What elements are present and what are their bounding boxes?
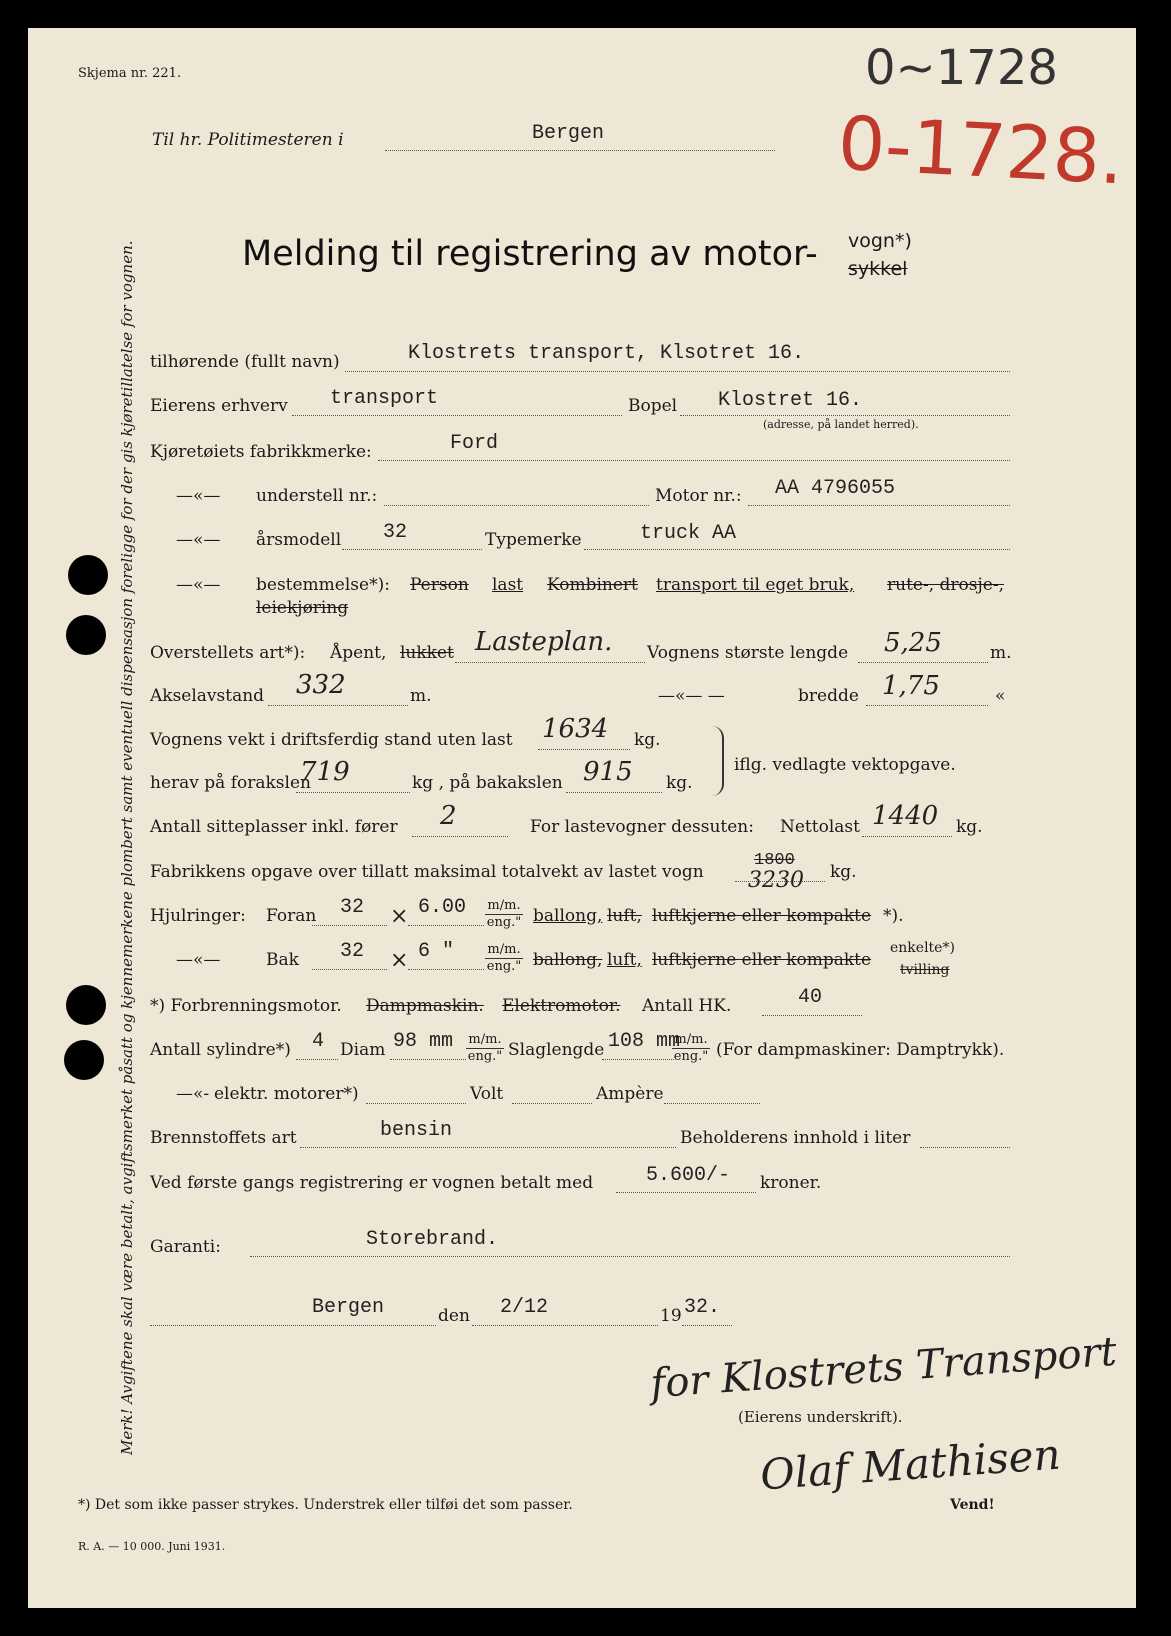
weight-brace [712, 726, 724, 796]
front-luftkjerne: luftkjerne eller kompakte [652, 906, 872, 926]
ampere-label: Ampère [596, 1084, 664, 1104]
fuel-value: bensin [380, 1119, 453, 1142]
seats-value: 2 [440, 801, 457, 831]
purpose-leie: leiekjøring [256, 598, 349, 618]
length-value: 5,25 [884, 628, 942, 658]
weight-note: iflg. vedlagte vektopgave. [734, 755, 956, 775]
axle-label: Akselavstand [150, 686, 265, 706]
front-tyre-units: m/m. eng." [486, 898, 522, 930]
rear-tyre-times: × [390, 948, 409, 973]
stroke-units: m/m. eng." [673, 1032, 709, 1064]
type-value: truck AA [640, 522, 737, 545]
hp-value: 40 [798, 986, 823, 1009]
weight-label: Vognens vekt i driftsferdig stand uten last [150, 730, 513, 750]
width-label: bredde [798, 686, 859, 706]
pencil-reference: 0~1728 [865, 40, 1058, 96]
rear-tyre-a: 32 [340, 940, 365, 963]
width-value: 1,75 [882, 671, 940, 701]
footer-print: R. A. — 10 000. Juni 1931. [78, 1540, 226, 1553]
max-weight-unit: kg. [830, 862, 857, 882]
purpose-last: last [492, 575, 524, 595]
length-label: Vognens største lengde [647, 643, 849, 663]
elec-ditto: —«- [176, 1084, 210, 1104]
residence-value: Klostret 16. [718, 389, 863, 412]
body-label: Overstellets art*): [150, 643, 306, 663]
punch-hole [66, 615, 106, 655]
tyres-label: Hjulringer: [150, 906, 246, 926]
front-ballong: ballong, [533, 906, 603, 926]
model-year-label: årsmodell [256, 530, 342, 550]
owner-signature-name: Olaf Mathisen [758, 1429, 1063, 1500]
front-tyre-a: 32 [340, 896, 365, 919]
front-tyre-b: 6.00 [418, 896, 467, 919]
model-year-value: 32 [383, 521, 408, 544]
diam-label: Diam [340, 1040, 386, 1060]
steam-note: (For dampmaskiner: Damptrykk). [716, 1040, 1005, 1060]
sign-place: Bergen [312, 1296, 385, 1319]
elec-label: elektr. motorer*) [214, 1084, 359, 1104]
purpose-transport: transport til eget bruk, [656, 575, 855, 595]
owner-value: Klostrets transport, Klsotret 16. [408, 342, 805, 365]
owner-label: tilhørende (fullt navn) [150, 352, 340, 372]
front-axle-label: herav på forakslen [150, 773, 311, 793]
purpose-rute: rute-, drosje-, [887, 575, 1004, 595]
fuel-label: Brennstoffets art [150, 1128, 297, 1148]
freight-label: For lastevogner dessuten: [530, 817, 754, 837]
front-tyre-label: Foran [266, 906, 317, 926]
stroke-value: 108 mm [608, 1030, 681, 1053]
rear-tyre-label: Bak [266, 950, 299, 970]
body-closed: lukket [400, 643, 454, 663]
ditto-mark: —«— [176, 575, 221, 595]
make-label: Kjøretøiets fabrikkmerke: [150, 442, 372, 462]
hp-label: Antall HK. [642, 996, 732, 1016]
engine-note: *) Forbrenningsmotor. [150, 996, 342, 1016]
sign-den: den [438, 1306, 470, 1326]
rear-tyre-units: m/m. eng." [486, 942, 522, 974]
rear-tvilling: tvilling [900, 962, 950, 978]
max-weight-old: 1800 [754, 851, 795, 870]
engine-elektro: Elektromotor. [502, 996, 621, 1016]
diam-units: m/m. eng." [467, 1032, 503, 1064]
purpose-label: bestemmelse*): [256, 575, 390, 595]
punch-hole [64, 1040, 104, 1080]
red-reference: 0-1728. [835, 100, 1126, 202]
price-unit: kroner. [760, 1173, 822, 1193]
chassis-label: understell nr.: [256, 486, 378, 506]
type-label: Typemerke [485, 530, 582, 550]
stroke-label: Slaglengde [508, 1040, 605, 1060]
form-title: Melding til registrering av motor- [242, 234, 818, 274]
ditto-mark: —«— [176, 950, 221, 970]
addressee-city: Bergen [532, 122, 605, 145]
sign-year-suffix: 32. [684, 1296, 721, 1319]
axle-value: 332 [296, 670, 346, 700]
front-tyre-times: × [390, 904, 409, 929]
body-value: Lasteplan. [475, 627, 613, 657]
purpose-kombinert: Kombinert [547, 575, 638, 595]
engine-damp: Dampmaskin. [366, 996, 484, 1016]
form-number: Skjema nr. 221. [78, 66, 182, 81]
sign-year-prefix: 19 [660, 1306, 682, 1326]
ditto-mark: —«— [176, 530, 221, 550]
volt-label: Volt [470, 1084, 504, 1104]
width-ditto: —«— — [658, 686, 725, 706]
rear-axle-value: 915 [583, 757, 633, 787]
title-option-sykkel: sykkel [848, 258, 908, 280]
length-unit: m. [990, 643, 1012, 663]
net-unit: kg. [956, 817, 983, 837]
sign-date: 2/12 [500, 1296, 549, 1319]
owner-signature-line: for Klostrets Transport [648, 1328, 1119, 1408]
weight-value: 1634 [542, 714, 609, 744]
cylinders-value: 4 [312, 1030, 325, 1053]
axle-unit: m. [410, 686, 432, 706]
footer-note: *) Det som ikke passer strykes. Understrek eller tilføi det som passer. [78, 1497, 573, 1513]
weight-unit: kg. [634, 730, 661, 750]
seats-label: Antall sitteplasser inkl. fører [150, 817, 398, 837]
max-weight-label: Fabrikkens opgave over tillatt maksimal totalvekt av lastet vogn [150, 862, 704, 882]
tank-label: Beholderens innhold i liter [680, 1128, 911, 1148]
net-label: Nettolast [780, 817, 860, 837]
guarantee-value: Storebrand. [366, 1228, 499, 1251]
side-note: Merk! Avgiftene skal være betalt, avgiftsmerket påsatt og kjennemerkene plombert samt eventuell dispensasjon foreligge for der gis kjøretillatelse for vognen. [118, 240, 136, 1455]
motor-value: AA 4796055 [775, 477, 896, 500]
punch-hole [66, 985, 106, 1025]
rear-ballong: ballong, [533, 950, 603, 970]
rear-axle-unit: kg. [666, 773, 693, 793]
front-axle-value: 719 [300, 757, 350, 787]
title-option-vogn: vogn*) [848, 230, 912, 252]
occupation-label: Eierens erhverv [150, 396, 288, 416]
price-value: 5.600/- [646, 1164, 731, 1187]
purpose-person: Person [410, 575, 469, 595]
ditto-mark: —«— [176, 486, 221, 506]
residence-label: Bopel [628, 396, 678, 416]
rear-tyre-b: 6 " [418, 940, 455, 963]
rear-luftkjerne: luftkjerne eller kompakte [652, 950, 872, 970]
cylinders-label: Antall sylindre*) [150, 1040, 291, 1060]
width-unit: « [995, 686, 1006, 706]
front-close: *). [883, 906, 904, 926]
front-luft: luft, [607, 906, 642, 926]
occupation-value: transport [330, 387, 439, 410]
addressee-label: Til hr. Politimesteren i [152, 130, 344, 150]
max-weight-value: 3230 [748, 868, 804, 893]
rear-axle-label: kg , på bakakslen [412, 773, 563, 793]
rear-luft: luft, [607, 950, 642, 970]
make-value: Ford [450, 432, 499, 455]
diam-value: 98 mm [393, 1030, 454, 1053]
body-open: Åpent, [330, 643, 387, 663]
net-value: 1440 [872, 801, 939, 831]
residence-note: (adresse, på landet herred). [763, 418, 919, 431]
signature-label: (Eierens underskrift). [738, 1408, 903, 1426]
guarantee-label: Garanti: [150, 1237, 221, 1257]
motor-label: Motor nr.: [655, 486, 742, 506]
rear-enkelte: enkelte*) [890, 940, 955, 956]
price-label: Ved første gangs registrering er vognen betalt med [150, 1173, 594, 1193]
footer-vend: Vend! [950, 1497, 995, 1513]
punch-hole [68, 555, 108, 595]
